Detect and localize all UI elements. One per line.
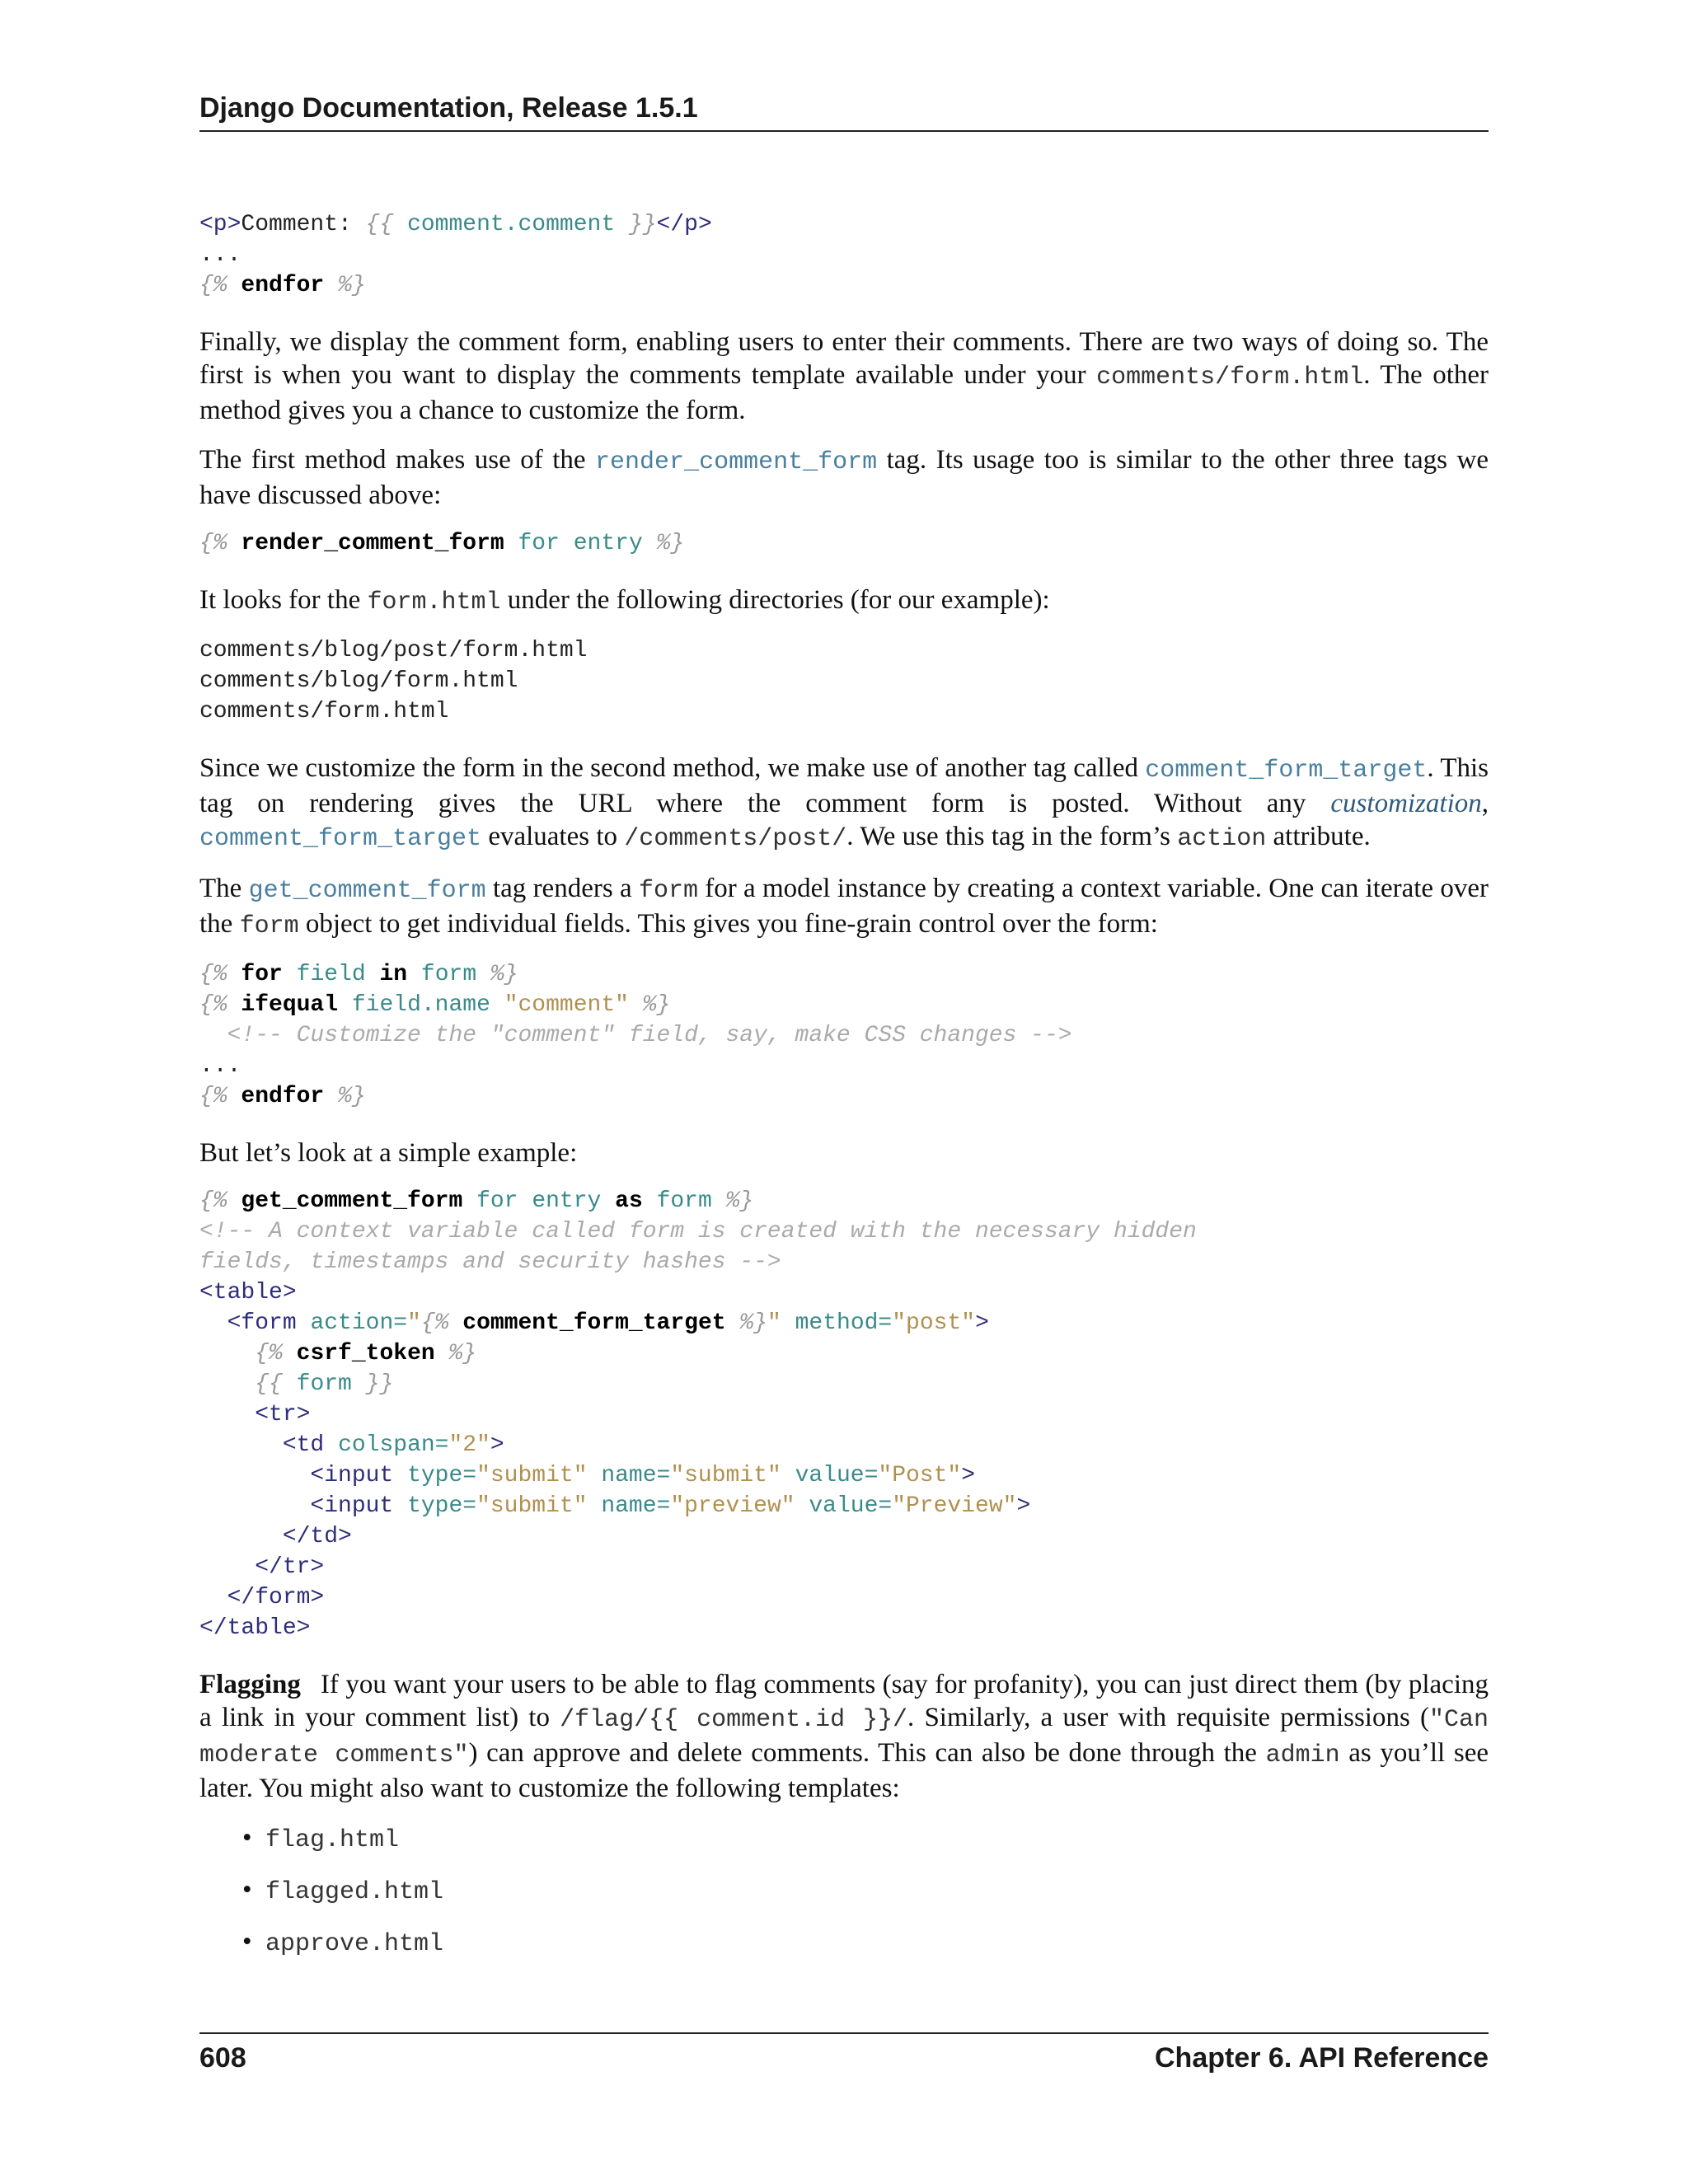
running-header (199, 92, 1489, 132)
get-comment-form-link[interactable]: get_comment_form (248, 877, 486, 905)
code-block-form-example: {% get_comment_form for entry as form %} <!-- A context variable called form is created with the necessary hidden fields, timestamps and security hashes --> <table> <form action="{% comment_form_target %}" method="post"> {% csrf_token %} {{ form }} <tr> <td colspan="2"> <input type="submit" name="submit" value="Post"> <input type="submit" name="preview" value="Preview"> </td> </tr> </form> </table> (199, 1188, 1197, 1641)
list-item: • flagged.html (242, 1875, 444, 1906)
running-footer (199, 2032, 1489, 2074)
header-title: Django Documentation, Release 1.5.1 (199, 92, 698, 124)
code-block-comment-loop: <p>Comment: {{ comment.comment }}</p> ... {% endfor %} (199, 212, 712, 298)
paragraph-looks-for: It looks for the form.html under the following directories (for our example): (199, 585, 1050, 616)
paragraph-second-method: Since we customize the form in the second method, we make use of another tag called comment_form_target. This tag on rendering gives the URL where the comment form is posted. Without any customization, comment_form_target evaluates to /comments/post/. We use this tag in the form’s action attribute. (199, 753, 1489, 853)
page-content (199, 209, 1489, 1977)
list-item: • flag.html (242, 1823, 400, 1854)
directory-line: comments/blog/form.html (199, 668, 518, 694)
template-list (199, 1821, 1489, 1961)
code-block-directories (199, 635, 1489, 727)
paragraph-first-method: The first method makes use of the render_comment_form tag. Its usage too is similar to the other three tags we have discussed above: (199, 445, 1489, 510)
directory-line: comments/form.html (199, 699, 449, 724)
paragraph-flagging: Flagging If you want your users to be able to flag comments (say for profanity), you can just direct them (by placing a link in your comment list) to /flag/{{ comment.id }}/. Similarly, a user with requisite permissions ("Can moderate comments") can approve and delete comments. This can also be done through the admin as you’ll see later. You might also want to customize the following templates: (199, 1670, 1489, 1803)
bullet-icon: • (242, 1823, 252, 1853)
directory-line: comments/blog/post/form.html (199, 638, 588, 663)
list-item: • approve.html (242, 1927, 444, 1958)
code-block-render-form: {% render_comment_form for entry %} (199, 531, 685, 556)
comment-form-target-link-2[interactable]: comment_form_target (199, 825, 482, 853)
paragraph-simple-example: But let’s look at a simple example: (199, 1138, 578, 1168)
flagging-rubric: Flagging (199, 1670, 301, 1699)
render-comment-form-link[interactable]: render_comment_form (595, 448, 878, 476)
paragraph-get-comment-form: The get_comment_form tag renders a form for a model instance by creating a context variable. One can iterate over the form object to get individual fields. This gives you fine-grain control over the form: (199, 874, 1489, 940)
page-number: 608 (199, 2042, 246, 2074)
paragraph-display-form: Finally, we display the comment form, enabling users to enter their comments. There are two ways of doing so. The first is when you want to display the comments template available under your comments/form.html. The other method gives you a chance to customize the form. (199, 327, 1489, 425)
comment-form-target-link[interactable]: comment_form_target (1145, 757, 1428, 785)
chapter-title: Chapter 6. API Reference (1155, 2042, 1489, 2074)
customization-link[interactable]: customization (1330, 789, 1482, 818)
bullet-icon: • (242, 1875, 252, 1905)
code-block-field-loop: {% for field in form %} {% ifequal field.name "comment" %} <!-- Customize the "comment" field, say, make CSS changes --> ... {% endfor %} (199, 962, 1072, 1109)
bullet-icon: • (242, 1927, 252, 1957)
